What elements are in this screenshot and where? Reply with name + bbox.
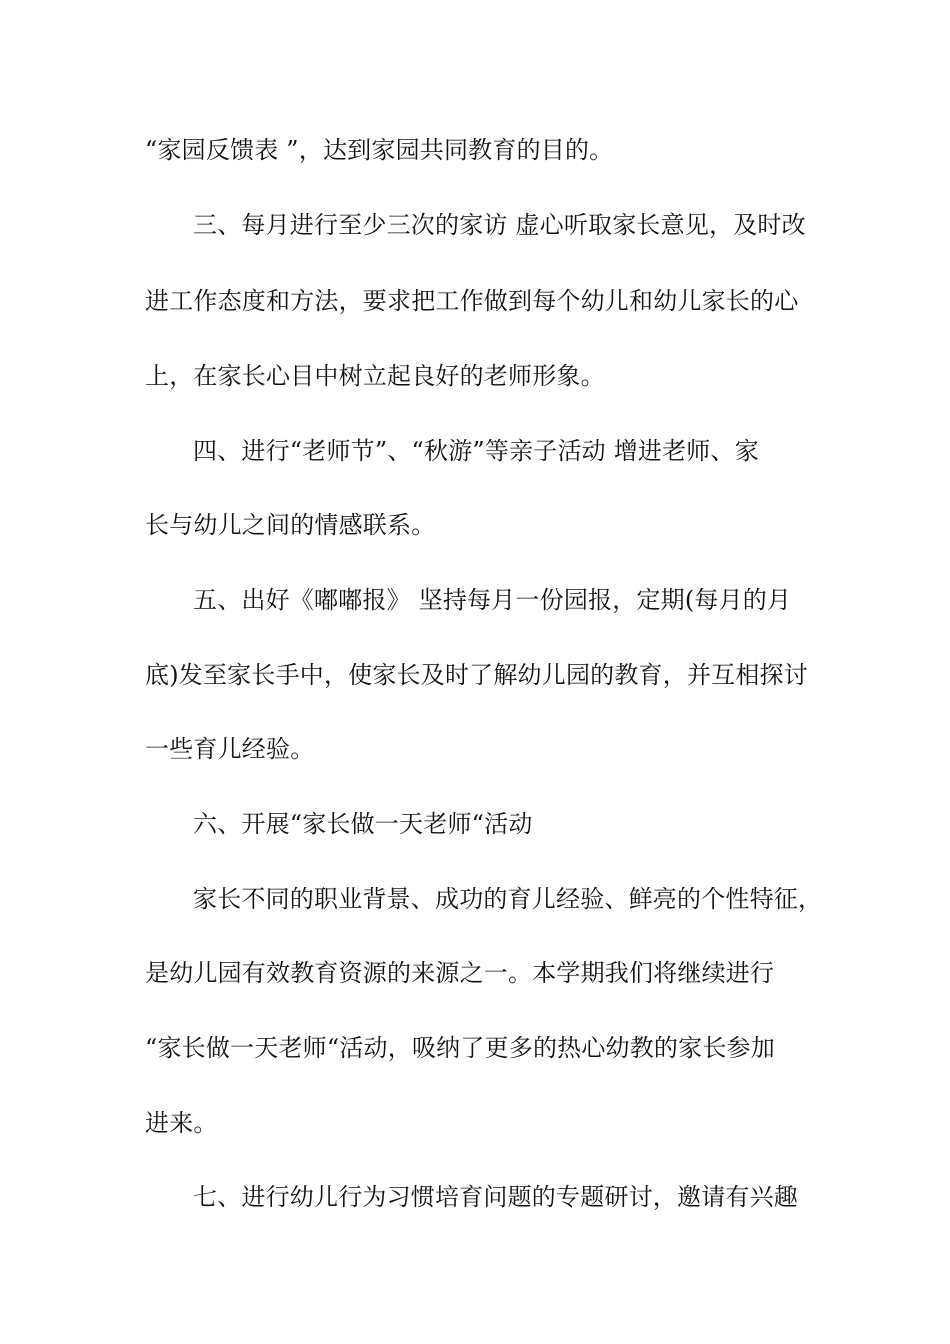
text-line: “家园反馈表 ”，达到家园共同教育的目的。 [145, 136, 614, 164]
text-line: 四、进行“老师节”、“秋游”等亲子活动 增进老师、家 [193, 437, 759, 465]
text-line: 七、进行幼儿行为习惯培育问题的专题研讨，邀请有兴趣 [193, 1183, 798, 1211]
text-line: 家长不同的职业背景、成功的育儿经验、鲜亮的个性特征， [193, 885, 823, 913]
text-line: 进来。 [145, 1109, 218, 1137]
text-line: 六、开展“家长做一天老师“活动 [193, 810, 533, 838]
text-line: 底)发至家长手中，使家长及时了解幼儿园的教育，并互相探讨 [145, 661, 808, 689]
text-line: 进工作态度和方法，要求把工作做到每个幼儿和幼儿家长的心 [145, 287, 799, 315]
text-line: 一些育儿经验。 [145, 735, 315, 763]
text-line: 上，在家长心目中树立起良好的老师形象。 [145, 362, 605, 390]
text-line: 长与幼儿之间的情感联系。 [145, 511, 436, 539]
text-line: 是幼儿园有效教育资源的来源之一。本学期我们将继续进行 [145, 959, 775, 987]
text-line: 五、出好《嘟嘟报》 坚持每月一份园报，定期(每月的月 [193, 586, 792, 614]
text-line: 三、每月进行至少三次的家访 虚心听取家长意见，及时改 [193, 211, 806, 239]
text-line: “家长做一天老师“活动，吸纳了更多的热心幼教的家长参加 [145, 1034, 775, 1062]
